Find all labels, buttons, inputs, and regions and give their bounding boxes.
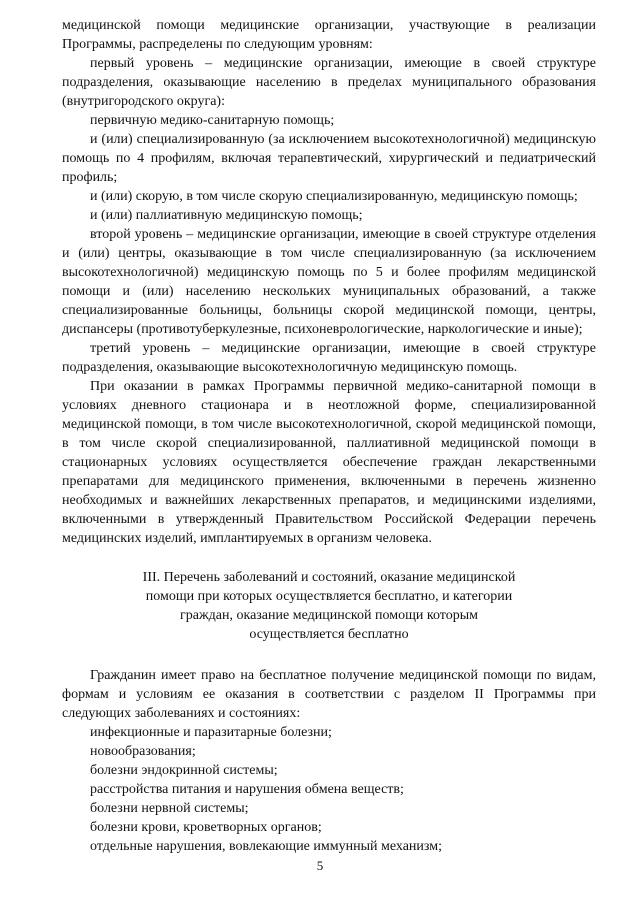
paragraph: и (или) скорую, в том числе скорую специализированную, медицинскую помощь; [90,189,578,204]
paragraph: первый уровень – медицинские организации, имеющие в своей структуре подразделения, оказывающие населению в пределах муниципального образования (внутригородского округа): [62,56,596,109]
section-heading-line: осуществляется бесплатно [249,627,409,642]
list-item: расстройства питания и нарушения обмена веществ; [90,782,404,797]
paragraph: медицинской помощи медицинские организации, участвующие в реализации Программы, распределены по следующим уровням: [62,18,596,52]
list-item: инфекционные и паразитарные болезни; [90,725,332,740]
paragraph: При оказании в рамках Программы первичной медико-санитарной помощи в условиях дневного стационара и в неотложной форме, специализированной медицинской помощи, в том числе высокотехнологичной, скорой медицинской помощи, в том числе скорой специализированной, паллиативной медицинской помощи в стационарных условиях осуществляется обеспечение граждан лекарственными препаратами для медицинского применения, включенными в перечень жизненно необходимых и важнейших лекарственных препаратов, и медицинскими изделиями, включенными в утвержденный Правительством Российской Федерации перечень медицинских изделий, имплантируемых в организм человека. [62,379,596,546]
list-item: болезни крови, кроветворных органов; [90,820,322,835]
list-item: болезни нервной системы; [90,801,249,816]
paragraph: третий уровень – медицинские организации, имеющие в своей структуре подразделения, оказывающие высокотехнологичную медицинскую помощь. [62,341,596,375]
section-heading-line: III. Перечень заболеваний и состояний, оказание медицинской [142,570,516,585]
section-heading [62,568,596,644]
document-page [62,16,596,856]
paragraph: и (или) специализированную (за исключением высокотехнологичной) медицинскую помощь по 4 профилям, включая терапевтический, хирургический и педиатрический профиль; [62,132,596,185]
paragraph: и (или) паллиативную медицинскую помощь; [90,208,363,223]
top-paragraphs [62,16,596,548]
intro-paragraph: Гражданин имеет право на бесплатное получение медицинской помощи по видам, формам и условиям ее оказания в соответствии с разделом II Программы при следующих заболеваниях и состояниях: [62,668,596,721]
page-number: 5 [316,858,324,873]
list-item: отдельные нарушения, вовлекающие иммунный механизм; [90,839,442,854]
section-heading-line: граждан, оказание медицинской помощи которым [180,608,478,623]
paragraph: первичную медико-санитарную помощь; [90,113,335,128]
section-heading-line: помощи при которых осуществляется бесплатно, и категории [145,589,513,604]
paragraph: второй уровень – медицинские организации, имеющие в своей структуре отделения и (или) центры, оказывающие в том числе специализированную (за исключением высокотехнологичной) медицинскую помощь по 5 и более профилям медицинской помощи и (или) населению нескольких муниципальных образований, а также специализированные больницы, больницы скорой медицинской помощи, центры, диспансеры (противотуберкулезные, психоневрологические, наркологические и иные); [62,227,596,337]
conditions-list [62,723,596,856]
list-item: болезни эндокринной системы; [90,763,278,778]
list-item: новообразования; [90,744,196,759]
